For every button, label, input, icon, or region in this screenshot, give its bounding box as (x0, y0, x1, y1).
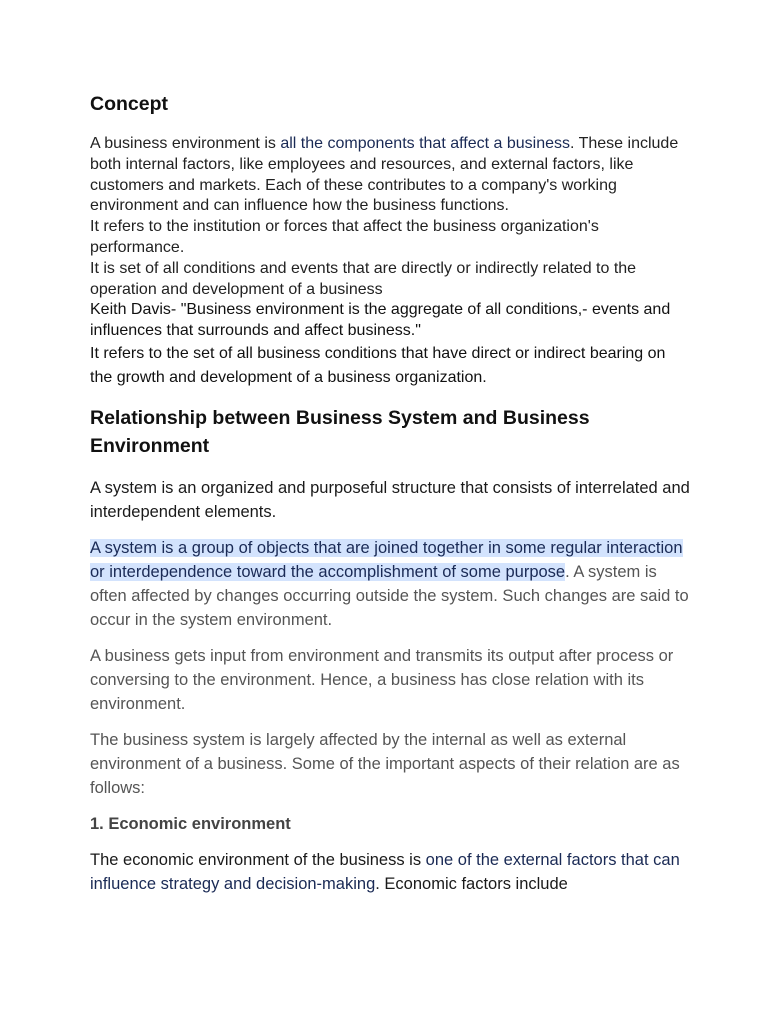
relationship-heading: Relationship between Business System and Business Environment (90, 406, 590, 457)
concept-heading: Concept (90, 93, 168, 115)
business-input-paragraph: A business gets input from environment and transmits its output after process or conversing to the environment. Hence, a business has close relation with its environment. (90, 646, 674, 713)
document-page (90, 90, 690, 908)
economic-paragraph-end: . Economic factors include (375, 874, 568, 893)
economic-environment-heading: 1. Economic environment (90, 814, 291, 833)
concept-line-conditions: It is set of all conditions and events that are directly or indirectly related to the operation and development of a business (90, 259, 637, 298)
concept-definition-paragraph (90, 134, 690, 217)
economic-paragraph-link[interactable]: one of the external factors that can influence strategy and decision-making (90, 850, 680, 893)
business-system-paragraph: The business system is largely affected by the internal as well as external environment of a business. Some of the important aspects of their relation are as follows: (90, 730, 680, 797)
concept-section (90, 134, 690, 390)
concept-line-institution: It refers to the institution or forces that affect the business organization's performance. (90, 218, 599, 256)
concept-line-bearing: It refers to the set of all business conditions that have direct or indirect bearing on the growth and development of a business organization. (90, 344, 666, 386)
concept-line-keith-davis: Keith Davis- "Business environment is the aggregate of all conditions,- events and influences that surrounds and affect business." (90, 301, 671, 340)
economic-paragraph-start: The economic environment of the business is (90, 850, 426, 869)
concept-definition-end: . These include both internal factors, like employees and resources, and external factors, like customers and markets. Each of these contributes to a company's working environment and can influence how the business functions. (90, 135, 679, 215)
system-group-paragraph (90, 536, 690, 632)
system-group-rest: . A system is often affected by changes occurring outside the system. Such changes are said to occur in the system environment. (90, 562, 689, 629)
system-definition-paragraph: A system is an organized and purposeful structure that consists of interrelated and interdependent elements. (90, 478, 690, 521)
concept-definition-link[interactable]: all the components that affect a business (280, 135, 570, 152)
concept-definition-start: A business environment is (90, 135, 281, 152)
highlighted-text[interactable]: A system is a group of objects that are joined together in some regular interaction or interdependence toward the accomplishment of some purpose (90, 538, 683, 581)
economic-environment-paragraph (90, 848, 690, 896)
